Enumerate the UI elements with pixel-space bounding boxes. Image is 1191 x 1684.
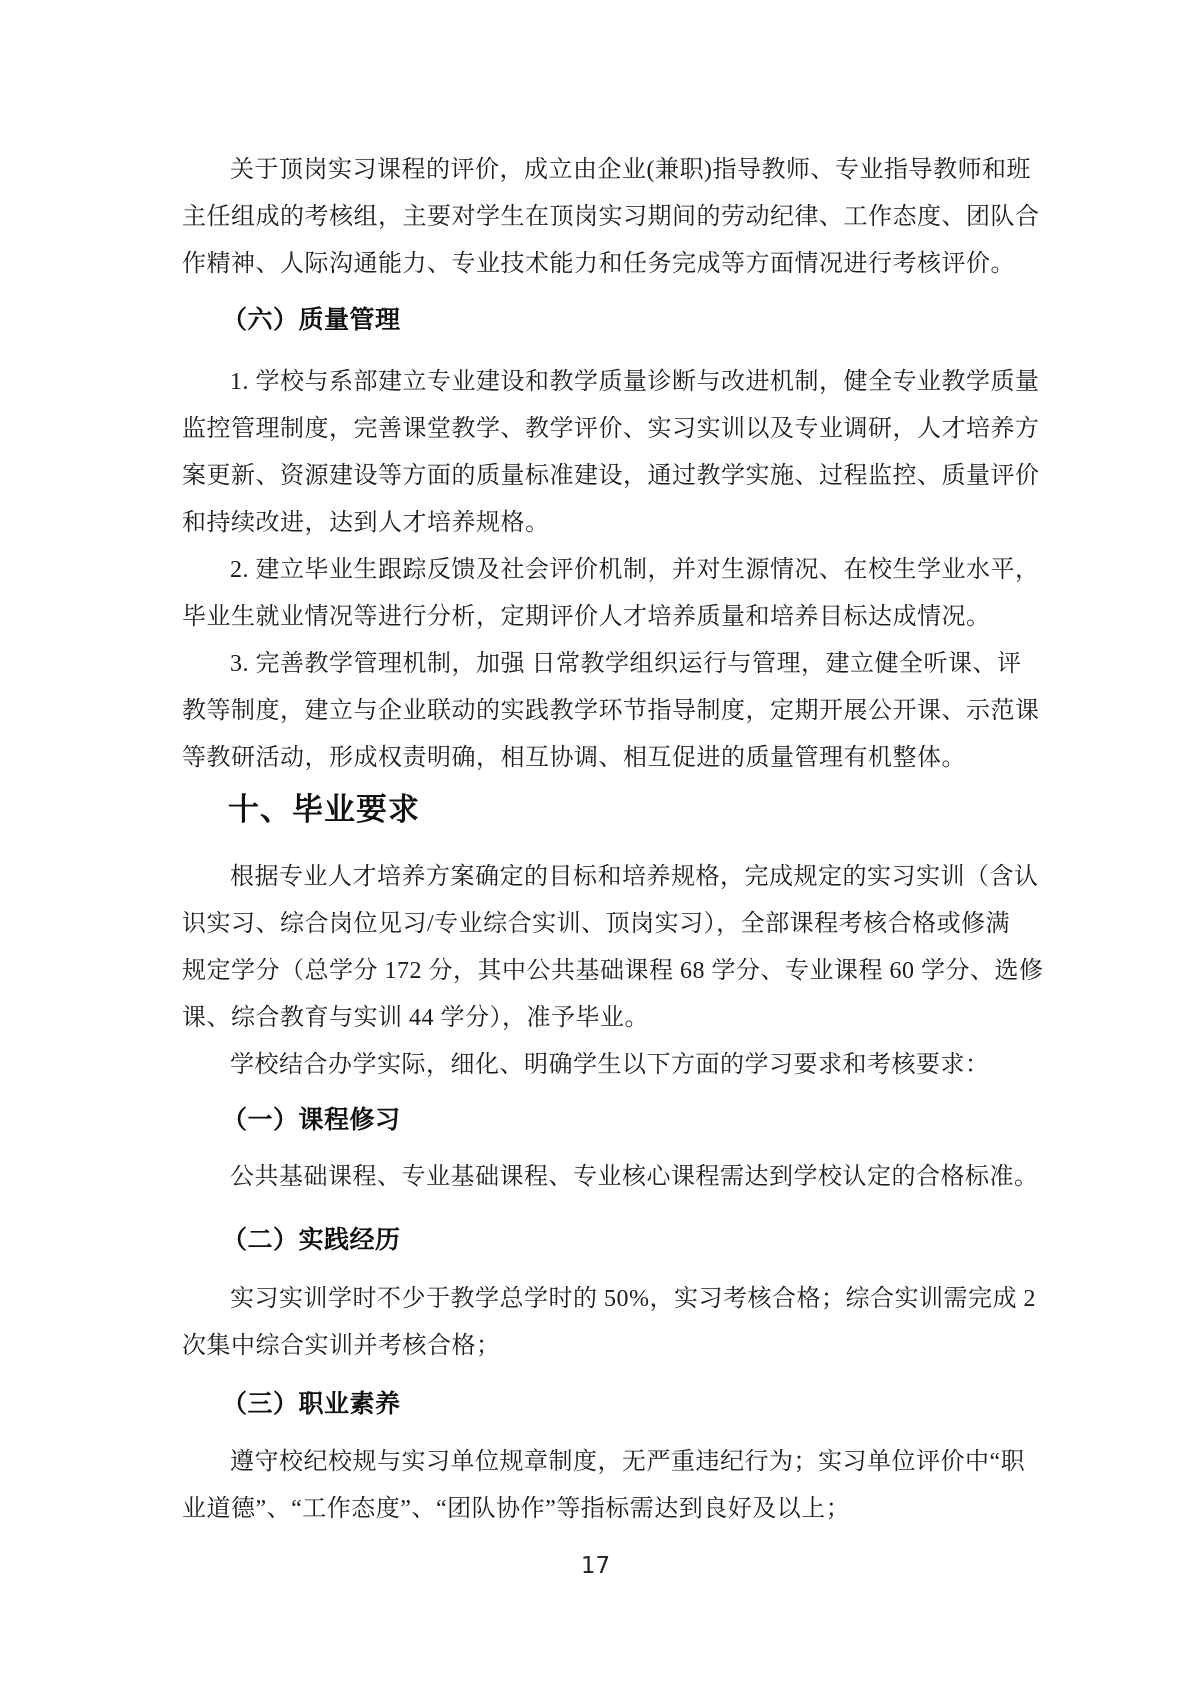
text-line: 学校结合办学实际，细化、明确学生以下方面的学习要求和考核要求： <box>230 1052 990 1078</box>
text-line: 业道德”、“工作态度”、“团队协作”等指标需达到良好及以上； <box>182 1496 851 1522</box>
text-line: 案更新、资源建设等方面的质量标准建设，通过教学实施、过程监控、质量评价 <box>182 463 1040 489</box>
section-heading: （三）职业素养 <box>222 1391 401 1418</box>
paragraph-quality-item-3 <box>182 641 1062 782</box>
text-line: 3. 完善教学管理机制，加强 日常教学组织运行与管理，建立健全听课、评 <box>230 651 1022 677</box>
section-heading: （六）质量管理 <box>222 307 401 334</box>
text-line: 教等制度，建立与企业联动的实践教学环节指导制度，定期开展公开课、示范课 <box>182 698 1040 724</box>
section-heading: （二）实践经历 <box>222 1227 401 1254</box>
text-line: 根据专业人才培养方案确定的目标和培养规格，完成规定的实习实训（含认 <box>230 864 1039 890</box>
text-line: 和持续改进，达到人才培养规格。 <box>182 510 550 536</box>
section-heading: （一）课程修习 <box>222 1107 401 1134</box>
heading-professional-quality <box>182 1381 1062 1428</box>
paragraph-graduation-intro <box>182 854 1062 1042</box>
text-line: 规定学分（总学分 172 分，其中公共基础课程 68 学分、专业课程 60 学分、选修 <box>182 958 1044 984</box>
text-line: 等教研活动，形成权责明确，相互协调、相互促进的质量管理有机整体。 <box>182 745 966 771</box>
text-line: 识实习、综合岗位见习/专业综合实训、顶岗实习），全部课程考核合格或修满 <box>182 911 1011 937</box>
paragraph-quality-item-2 <box>182 547 1062 641</box>
text-line: 2. 建立毕业生跟踪反馈及社会评价机制，并对生源情况、在校生学业水平， <box>230 557 1040 583</box>
paragraph-course-study <box>182 1154 1062 1201</box>
heading-course-study <box>182 1097 1062 1144</box>
text-line: 关于顶岗实习课程的评价，成立由企业(兼职)指导教师、专业指导教师和班 <box>230 157 1031 183</box>
text-line: 作精神、人际沟通能力、专业技术能力和任务完成等方面情况进行考核评价。 <box>182 251 1015 277</box>
text-line: 遵守校纪校规与实习单位规章制度，无严重违纪行为；实习单位评价中“职 <box>230 1449 1026 1475</box>
text-line: 毕业生就业情况等进行分析，定期评价人才培养质量和培养目标达成情况。 <box>182 604 991 630</box>
paragraph-professional-quality <box>182 1439 1062 1533</box>
page-number: 17 <box>580 1553 611 1579</box>
heading-practice-experience <box>182 1217 1062 1264</box>
text-line: 次集中综合实训并考核合格； <box>182 1333 501 1359</box>
paragraph-practice-experience <box>182 1276 1062 1370</box>
text-line: 1. 学校与系部建立专业建设和教学质量诊断与改进机制，健全专业教学质量 <box>230 369 1040 395</box>
paragraph-school-requirements <box>182 1042 1062 1089</box>
paragraph-internship-evaluation <box>182 147 1062 288</box>
text-line: 实习实训学时不少于教学总学时的 50%，实习考核合格；综合实训需完成 2 <box>230 1286 1036 1312</box>
heading-graduation-requirements <box>182 790 1062 830</box>
paragraph-quality-item-1 <box>182 359 1062 547</box>
text-line: 监控管理制度，完善课堂教学、教学评价、实习实训以及专业调研，人才培养方 <box>182 416 1040 442</box>
heading-quality-management <box>182 297 1062 344</box>
text-line: 公共基础课程、专业基础课程、专业核心课程需达到学校认定的合格标准。 <box>230 1164 1039 1190</box>
text-line: 主任组成的考核组，主要对学生在顶岗实习期间的劳动纪律、工作态度、团队合 <box>182 204 1040 230</box>
text-line: 课、综合教育与实训 44 学分），准予毕业。 <box>182 1005 649 1031</box>
chapter-heading: 十、毕业要求 <box>228 792 420 828</box>
